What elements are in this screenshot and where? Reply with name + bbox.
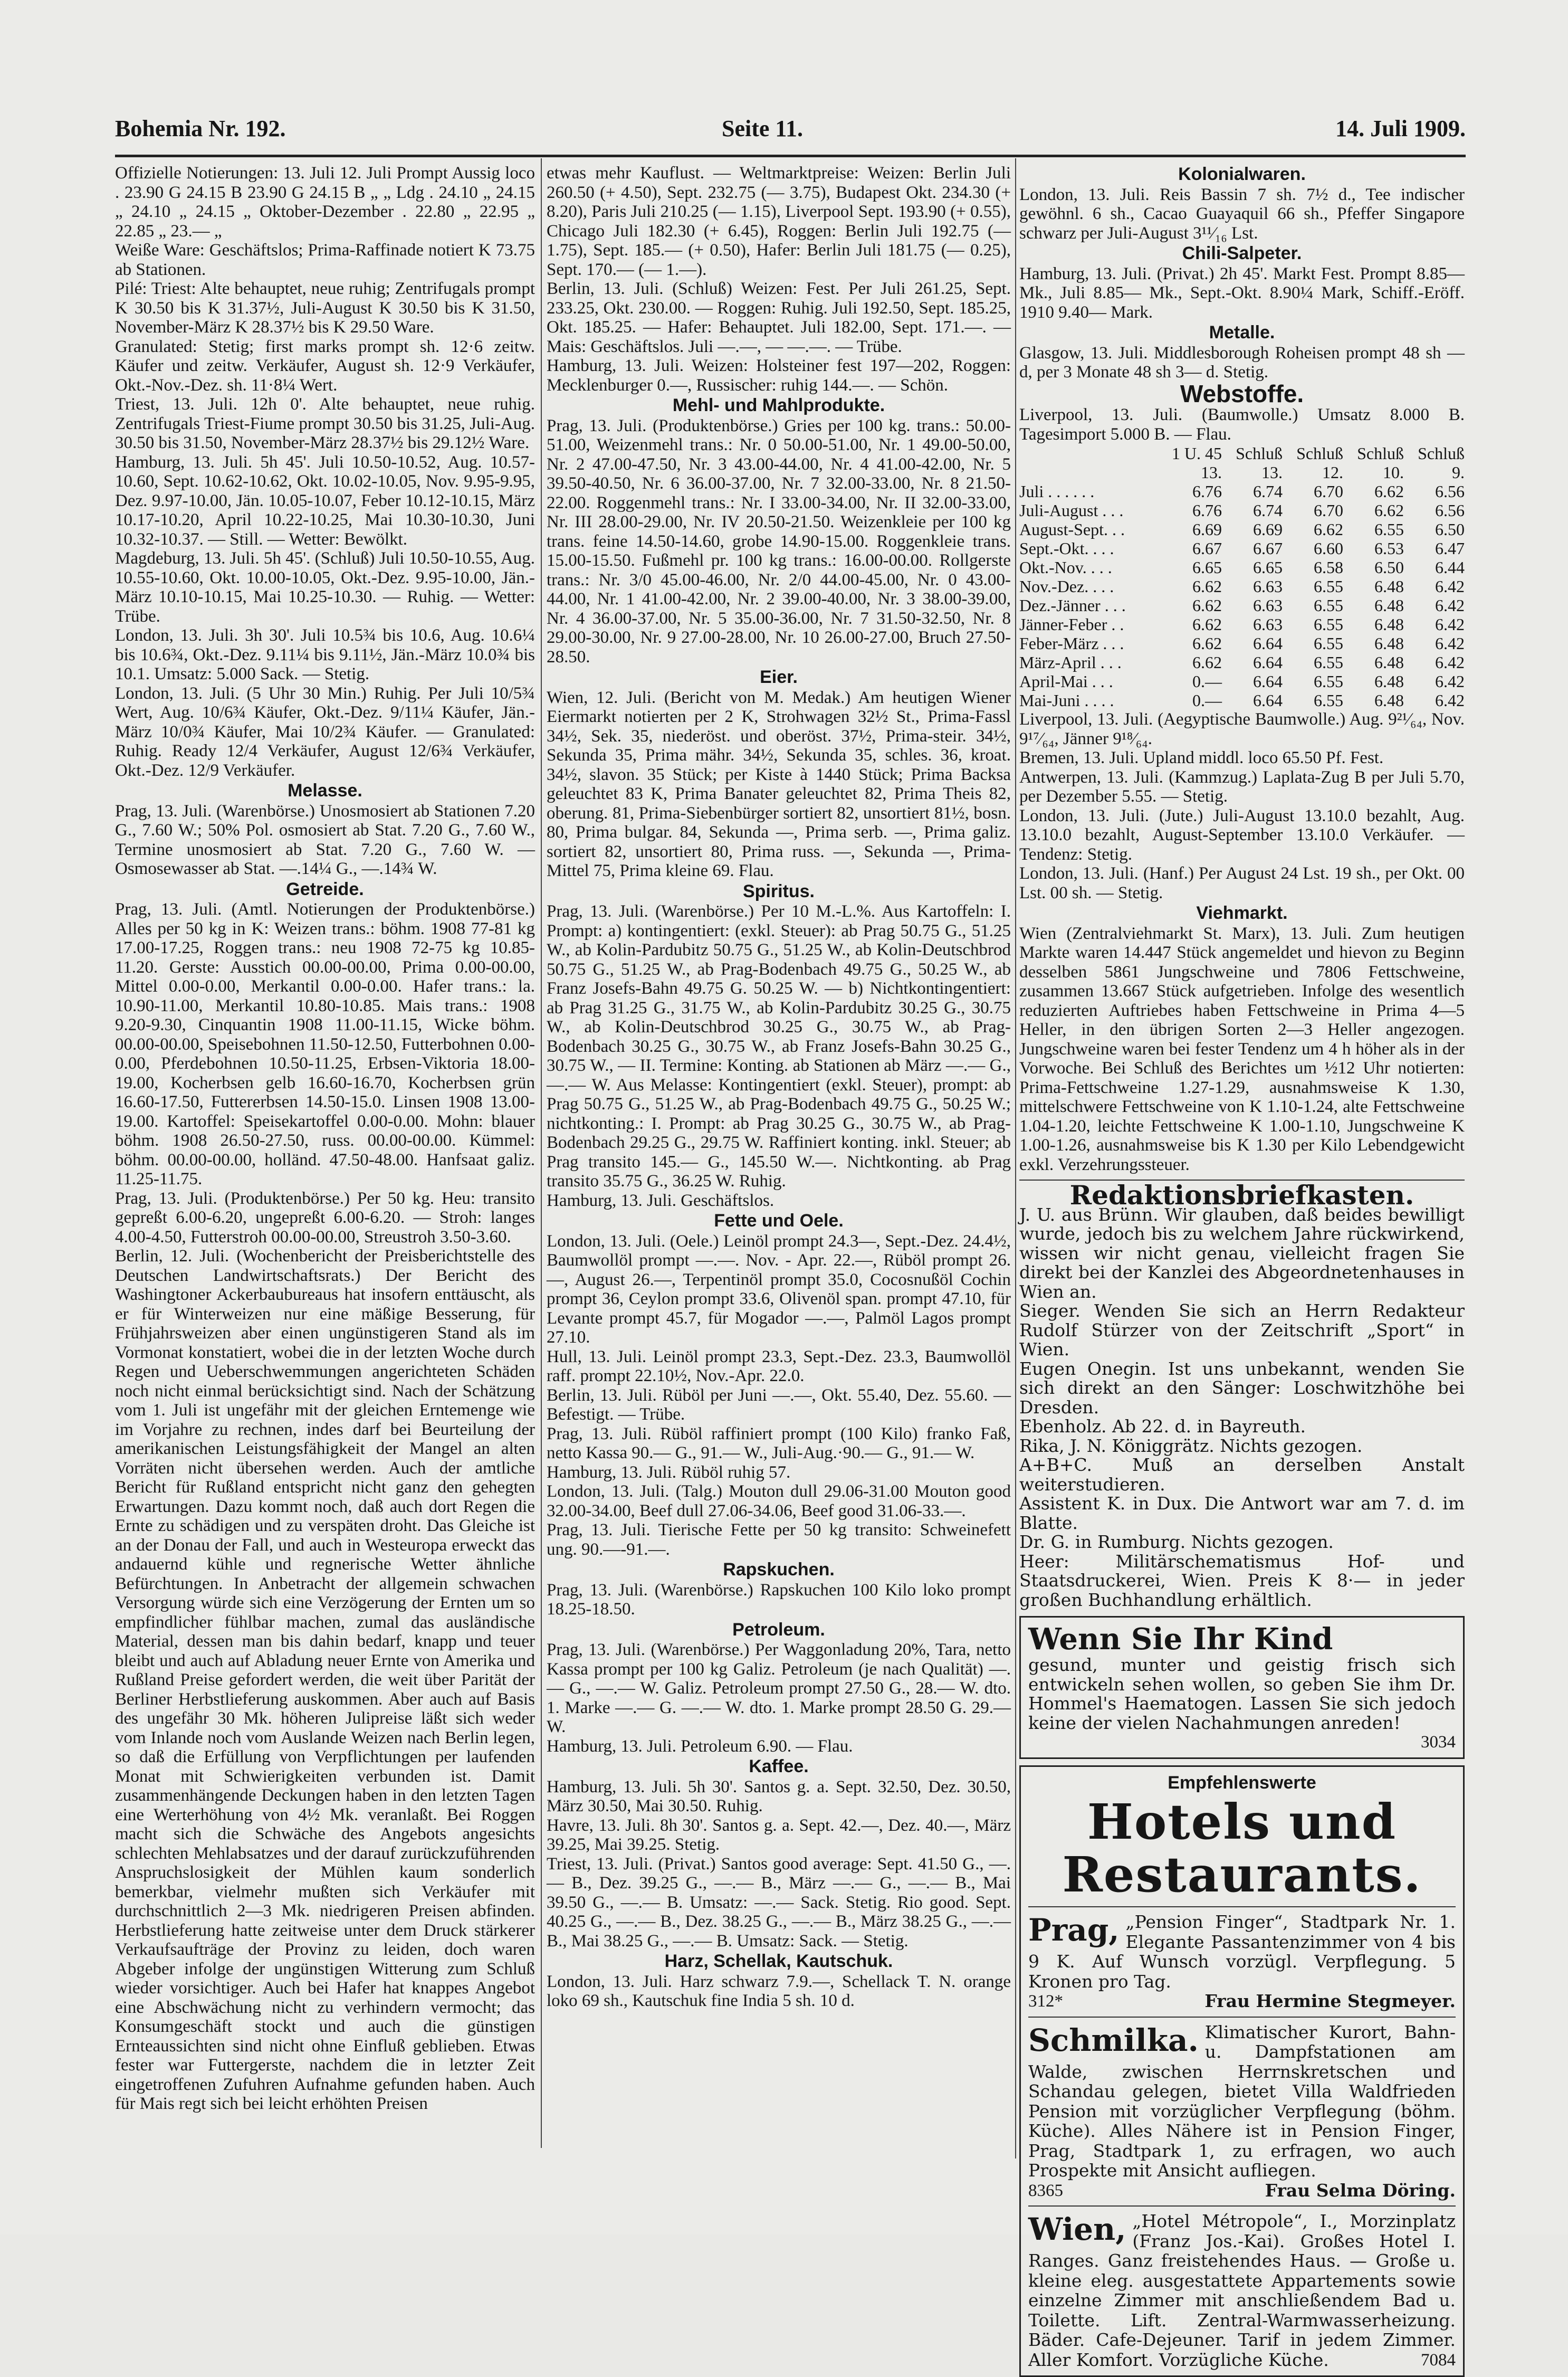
listing-owner: Frau Hermine Stegmeyer. xyxy=(1204,1992,1456,2011)
article-paragraph: Magdeburg, 13. Juli. 5h 45'. (Schluß) Juli 10.50-10.55, Aug. 10.55-10.60, Okt. 10.00-10.05, Okt.-Dez. 9.95-10.00, Jän.-März 10.10-10.15, Mai 10.25-10.30. — Ruhig. — Wetter: Trübe. xyxy=(115,549,535,626)
table-cell: 6.42 xyxy=(1404,672,1465,691)
table-cell: 6.70 xyxy=(1283,482,1343,501)
section-heading: Metalle. xyxy=(1019,323,1465,343)
table-row xyxy=(1019,672,1465,691)
article-paragraph: Prag, 13. Juli. Tierische Fette per 50 kg transito: Schweinefett ung. 90.—-91.—. xyxy=(547,1520,1011,1559)
table-cell: 6.44 xyxy=(1404,558,1465,577)
table-cell: 6.55 xyxy=(1283,596,1343,615)
table-cell: 6.65 xyxy=(1222,558,1283,577)
table-row xyxy=(1019,482,1465,501)
table-cell: 6.64 xyxy=(1222,672,1283,691)
article-paragraph: Berlin, 13. Juli. (Schluß) Weizen: Fest. Per Juli 261.25, Sept. 233.25, Okt. 230.00. — Roggen: Ruhig. Juli 192.50, Sept. 185.25, Okt. 185.25. — Hafer: Behauptet. Juli 182.00, Sept. 171.—. — Mais: Geschäftslos. Juli —.—, — —.—. — Trübe. xyxy=(547,279,1011,356)
table-cell: 6.55 xyxy=(1283,691,1343,710)
table-cell: 6.64 xyxy=(1222,653,1283,672)
letter-reply: Heer: Militärschematismus Hof- und Staatsdruckerei, Wien. Preis K 8·— in jeder großen Buchhandlung erhältlich. xyxy=(1019,1552,1465,1610)
article-paragraph: Bremen, 13. Juli. Upland middl. loco 65.50 Pf. Fest. xyxy=(1019,748,1465,768)
article-paragraph: Havre, 13. Juli. 8h 30'. Santos g. a. Sept. 42.—, Dez. 40.—, März 39.25, Mai 39.25. Stetig. xyxy=(547,1816,1011,1855)
table-cell: 6.53 xyxy=(1343,539,1404,558)
table-cell: 6.69 xyxy=(1157,520,1222,539)
article-paragraph: etwas mehr Kauflust. — Weltmarktpreise: Weizen: Berlin Juli 260.50 (+ 4.50), Sept. 232.75 (— 3.75), Budapest Okt. 234.30 (+ 8.20), Paris Juli 210.25 (— 1.15), Liverpool Sept. 193.90 (+ 0.55), Chicago Juli 182.30 (+ 6.45), Roggen: Berlin Juli 192.75 (— 1.75), Sept. 185.— (+ 0.50), Hafer: Berlin Juli 181.75 (— 0.25), Sept. 170.— (— 1.—). xyxy=(547,164,1011,279)
table-cell: Nov.-Dez. . . . xyxy=(1019,577,1157,596)
table-cell: 6.55 xyxy=(1283,615,1343,634)
town-name: Wien, xyxy=(1028,2212,1126,2247)
ad-number: 312* xyxy=(1028,1992,1063,2011)
section-heading: Kolonialwaren. xyxy=(1019,165,1465,184)
table-cell: Jänner-Feber . . xyxy=(1019,615,1157,634)
article-paragraph: Hamburg, 13. Juli. 5h 30'. Santos g. a. Sept. 32.50, Dez. 30.50, März 30.50, Mai 30.50. Ruhig. xyxy=(547,1777,1011,1816)
article-paragraph: Prag, 13. Juli. (Warenbörse.) Per Waggonladung 20%, Tara, netto Kassa prompt per 100 kg Galiz. Petroleum (je nach Qualität) —.— G., —.— W. Galiz. Petroleum prompt 27.50 G., 28.— W. dto. 1. Marke —.— G. —.— W. dto. 1. Marke prompt 28.50 G. 29.— W. xyxy=(547,1640,1011,1737)
section-heading: Spiritus. xyxy=(547,882,1011,901)
article-paragraph: Granulated: Stetig; first marks prompt sh. 12·6 zeitw. Käufer und zeitw. Verkäufer, August sh. 12·9 Verkäufer, Okt.-Nov.-Dez. sh. 11·8¼ Wert. xyxy=(115,337,535,395)
table-cell: 13. xyxy=(1157,463,1222,482)
table-cell: Schluß xyxy=(1283,444,1343,463)
table-cell: 6.69 xyxy=(1222,520,1283,539)
table-cell: 6.62 xyxy=(1157,577,1222,596)
table-cell: August-Sept. . . xyxy=(1019,520,1157,539)
table-body xyxy=(1019,482,1465,710)
letter-reply: Rika, J. N. Königgrätz. Nichts gezogen. xyxy=(1019,1437,1465,1456)
section-heading: Kaffee. xyxy=(547,1757,1011,1776)
page-header xyxy=(115,115,1466,152)
article-paragraph: London, 13. Juli. Harz schwarz 7.9.—, Schellack T. N. orange loko 69 sh., Kautschuk fine India 5 sh. 10 d. xyxy=(547,1972,1011,2011)
section-heading: Viehmarkt. xyxy=(1019,904,1465,923)
table-cell: 6.62 xyxy=(1157,653,1222,672)
table-cell: Dez.-Jänner . . . xyxy=(1019,596,1157,615)
article-paragraph: Prag, 13. Juli. (Produktenbörse.) Per 50 kg. Heu: transito gepreßt 6.00-6.20, ungepreßt 6.00-6.20. — Stroh: langes 4.00-4.50, Futterstroh 00.00-00.00, Streustroh 3.50-3.60. xyxy=(115,1189,535,1247)
table-cell: Schluß xyxy=(1343,444,1404,463)
table-cell: 6.62 xyxy=(1283,520,1343,539)
letter-reply: Sieger. Wenden Sie sich an Herrn Redakteur Rudolf Stürzer von der Zeitschrift „Sport“ in Wien. xyxy=(1019,1301,1465,1359)
article-paragraph: London, 13. Juli. (Oele.) Leinöl prompt 24.3—, Sept.-Dez. 24.4½, Baumwollöl prompt —.—. Nov. - Apr. 22.—, Rüböl prompt 26.—, August 26.—, Terpentinöl prompt 35.0, Cocosnußöl Cochin prompt 36, Ceylon prompt 33.6, Olivenöl span. prompt 47.10, für Levante prompt 45.7, für Mogador —.—, Palmöl Lagos prompt 27.10. xyxy=(547,1232,1011,1347)
table-cell: Sept.-Okt. . . . xyxy=(1019,539,1157,558)
table-cell: 6.63 xyxy=(1222,615,1283,634)
cotton-price-table xyxy=(1019,444,1465,710)
table-row xyxy=(1019,596,1465,615)
table-row xyxy=(1019,520,1465,539)
ad-banner: Hotels und Restaurants. xyxy=(1028,1795,1456,1901)
article-paragraph: Hamburg, 13. Juli. Weizen: Holsteiner fest 197—202, Roggen: Mecklenburger 0.—, Russischer: ruhig 144.—. — Schön. xyxy=(547,356,1011,395)
article-paragraph: Hamburg, 13. Juli. (Privat.) 2h 45'. Markt Fest. Prompt 8.85— Mk., Juli 8.85— Mk., Sept.-Okt. 8.90¼ Mark, Schiff.-Eröff. 1910 9.40— Mark. xyxy=(1019,264,1465,322)
table-cell: 6.62 xyxy=(1157,634,1222,653)
table-cell: 6.50 xyxy=(1404,520,1465,539)
letter-reply: J. U. aus Brünn. Wir glauben, daß beides bewilligt wurde, jedoch bis zu welchem Jahre rückwirkend, wissen wir nicht genau, vielleicht fragen Sie direkt bei der Kanzlei des Abgeordnetenhauses in Wien an. xyxy=(1019,1205,1465,1302)
letter-reply: Eugen Onegin. Ist uns unbekannt, wenden Sie sich direkt an den Sänger: Loschwitzhöhe bei Dresden. xyxy=(1019,1359,1465,1418)
table-cell: 6.62 xyxy=(1157,615,1222,634)
section-heading: Petroleum. xyxy=(547,1620,1011,1640)
table-cell: 6.63 xyxy=(1222,577,1283,596)
table-cell xyxy=(1019,463,1157,482)
table-row xyxy=(1019,691,1465,710)
table-cell: 6.42 xyxy=(1404,691,1465,710)
masthead-issue: Bohemia Nr. 192. xyxy=(115,115,286,142)
ad-number: 3034 xyxy=(1028,1733,1456,1752)
section-heading: Harz, Schellak, Kautschuk. xyxy=(547,1952,1011,1971)
section-heading: Getreide. xyxy=(115,880,535,899)
table-cell: 6.62 xyxy=(1157,596,1222,615)
table-cell: April-Mai . . . xyxy=(1019,672,1157,691)
article-paragraph: Hamburg, 13. Juli. Petroleum 6.90. — Flau. xyxy=(547,1737,1011,1756)
table-cell: 6.48 xyxy=(1343,577,1404,596)
table-cell: 6.65 xyxy=(1157,558,1222,577)
table-cell: Okt.-Nov. . . . xyxy=(1019,558,1157,577)
table-cell: Mai-Juni . . . . xyxy=(1019,691,1157,710)
article-paragraph: Hull, 13. Juli. Leinöl prompt 23.3, Sept.-Dez. 23.3, Baumwollöl raff. prompt 22.10½, Nov.-Apr. 22.0. xyxy=(547,1347,1011,1386)
article-paragraph: Triest, 13. Juli. 12h 0'. Alte behauptet, neue ruhig. Zentrifugals Triest-Fiume prompt 30.50 bis 31.25, Juli-Aug. 30.50 bis 31.50, November-März 28.37½ bis 29.12½ Ware. xyxy=(115,395,535,453)
ad-number: 8365 xyxy=(1028,2181,1063,2200)
article-paragraph: Wien (Zentralviehmarkt St. Marx), 13. Juli. Zum heutigen Markte waren 14.447 Stück angemeldet und hievon zu Beginn desselben 5861 Jungschweine und 7806 Fettschweine, zusammen 13.667 Stück aufgetrieben. Infolge des wesentlich reduzierten Auftriebes haben Fettschweine in Prima 4—5 Heller, in den übrigen Sorten 2—3 Heller angezogen. Jungschweine waren bei fester Tendenz um 4 h höher als in der Vorwoche. Bei Schluß des Berichtes um ½12 Uhr notierten: Prima-Fettschweine 1.27-1.29, ausnahmsweise K 1.30, mittelschwere Fettschweine von K 1.10-1.24, alte Fettschweine 1.04-1.20, leichte Fettschweine K 1.00-1.10, Jungschweine K 1.00-1.26, ausnahmsweise bis K 1.30 per Kilo Lebendgewicht exkl. Verzehrungssteuer. xyxy=(1019,924,1465,1175)
table-cell: 6.42 xyxy=(1404,577,1465,596)
listing-text: Klimatischer Kurort, Bahn- u. Dampfstationen am Walde, zwischen Herrnskretschen und Schandau gelegen, bietet Villa Waldfrieden Pension mit vorzüglicher Verpflegung (böhm. Küche). Alles Nähere ist in Pension Finger, Prag, Stadtpark 1, zu erfragen, wo auch Prospekte mit Ansicht aufliegen. xyxy=(1028,2022,1456,2181)
article-paragraph: Hamburg, 13. Juli. 5h 45'. Juli 10.50-10.52, Aug. 10.57-10.60, Sept. 10.62-10.62, Okt. 10.02-10.05, Nov. 9.95-9.95, Dez. 9.97-10.00, Jän. 10.05-10.07, Feber 10.12-10.15, März 10.17-10.20, April 10.22-10.25, Mai 10.30-10.30, Juni 10.32-10.37. — Still. — Wetter: Bewölkt. xyxy=(115,453,535,549)
ad-headline: Wenn Sie Ihr Kind xyxy=(1028,1623,1456,1656)
table-cell: 6.55 xyxy=(1283,577,1343,596)
table-cell: 6.50 xyxy=(1343,558,1404,577)
article-paragraph: Liverpool, 13. Juli. (Aegyptische Baumwolle.) Aug. 9²¹⁄₆₄, Nov. 9¹⁷⁄₆₄, Jänner 9¹⁸⁄₆₄. xyxy=(1019,710,1465,748)
article-paragraph: Liverpool, 13. Juli. (Baumwolle.) Umsatz 8.000 B. Tagesimport 5.000 B. — Flau. xyxy=(1019,405,1465,444)
table-cell: 6.48 xyxy=(1343,615,1404,634)
table-cell: 6.55 xyxy=(1343,520,1404,539)
table-cell: März-April . . . xyxy=(1019,653,1157,672)
table-row xyxy=(1019,653,1465,672)
table-cell: 13. xyxy=(1222,463,1283,482)
town-name: Prag, xyxy=(1028,1913,1120,1947)
table-cell: 0.— xyxy=(1157,672,1222,691)
table-cell: 6.62 xyxy=(1343,501,1404,520)
article-paragraph: Prag, 13. Juli. (Warenbörse.) Unosmosiert ab Stationen 7.20 G., 7.60 W.; 50% Pol. osmosiert ab Stat. 7.20 G., 7.60 W., Termine unosmosiert ab Stat. 7.20 G., 7.60 W. — Osmosewasser ab Stat. —.14¼ G., —.14¾ W. xyxy=(115,802,535,879)
table-row xyxy=(1019,615,1465,634)
table-cell: 6.76 xyxy=(1157,501,1222,520)
letter-reply: Ebenholz. Ab 22. d. in Bayreuth. xyxy=(1019,1417,1465,1437)
table-row xyxy=(1019,577,1465,596)
table-cell: 6.74 xyxy=(1222,501,1283,520)
table-cell: 6.70 xyxy=(1283,501,1343,520)
table-cell: 6.76 xyxy=(1157,482,1222,501)
table-cell xyxy=(1019,444,1157,463)
table-cell: 12. xyxy=(1283,463,1343,482)
section-heading: Melasse. xyxy=(115,781,535,801)
table-cell: 6.42 xyxy=(1404,634,1465,653)
article-paragraph: Offizielle Notierungen: 13. Juli 12. Juli Prompt Aussig loco . 23.90 G 24.15 B 23.90 G 24.15 B „ „ Ldg . 24.10 „ 24.15 „ 24.10 „ 24.15 „ Oktober-Dezember . 22.80 „ 22.95 „ 22.85 „ 23.— „ xyxy=(115,164,535,241)
ad-number: 7084 xyxy=(1421,2351,1456,2370)
article-paragraph: Prag, 13. Juli. (Warenbörse.) Per 10 M.-L.%. Aus Kartoffeln: I. Prompt: a) kontingentiert: (exkl. Steuer): ab Prag 50.75 G., 51.25 W., ab Kolin-Pardubitz 50.75 G., 51.25 W., ab Kolin-Deutschbrod 50.75 G., 51.25 W., ab Prag-Bodenbach 49.75 G., 50.25 W., ab Franz Josefs-Bahn 49.75 G. 50.25 W. — b) Nichtkontingentiert: ab Prag 31.25 G., 31.75 W., ab Kolin-Pardubitz 30.25 G., 30.75 W., ab Kolin-Deutschbrod 30.25 G., 30.75 W., ab Prag-Bodenbach 30.25 G., 30.75 W., ab Franz Josefs-Bahn 30.25 G., 30.75 W., — II. Termine: Konting. ab Stationen ab März —.— G., —.— W. Aus Melasse: Kontingentiert (exkl. Steuer), prompt: ab Prag 50.75 G., 51.25 W., ab Prag-Bodenbach 49.75 G., 50.25 W.; nichtkonting.: I. Prompt: ab Prag 30.25 G., 30.75 W., ab Prag-Bodenbach 29.25 G., 29.75 W. Raffiniert konting. inkl. Steuer; ab Prag transito 145.— G., 145.50 W.—. Nichtkonting. ab Prag transito 35.75 G., 36.25 W. Ruhig. xyxy=(547,902,1011,1191)
page-number: Seite 11. xyxy=(722,115,803,142)
table-row xyxy=(1019,558,1465,577)
ad-kicker: Empfehlenswerte xyxy=(1028,1773,1456,1793)
table-cell: 6.48 xyxy=(1343,596,1404,615)
header-rule xyxy=(115,155,1466,157)
table-header-row xyxy=(1019,444,1465,463)
table-cell: 6.67 xyxy=(1222,539,1283,558)
divider xyxy=(1028,1906,1456,1907)
article-paragraph: Prag, 13. Juli. Rüböl raffiniert prompt (100 Kilo) franko Faß, netto Kassa 90.— G., 91.— W., Juli-Aug.·90.— G., 91.— W. xyxy=(547,1424,1011,1463)
table-cell: 9. xyxy=(1404,463,1465,482)
table-cell: Schluß xyxy=(1404,444,1465,463)
table-row xyxy=(1019,501,1465,520)
section-heading: Rapskuchen. xyxy=(547,1560,1011,1580)
table-cell: 6.55 xyxy=(1283,672,1343,691)
table-cell: 6.48 xyxy=(1343,672,1404,691)
table-cell: 1 U. 45 xyxy=(1157,444,1222,463)
letter-reply: Assistent K. in Dux. Die Antwort war am 7. d. im Blatte. xyxy=(1019,1494,1465,1533)
table-cell: 6.62 xyxy=(1343,482,1404,501)
table-cell: 6.67 xyxy=(1157,539,1222,558)
column-2 xyxy=(547,164,1011,2164)
table-cell: 6.48 xyxy=(1343,653,1404,672)
article-paragraph: Prag, 13. Juli. (Warenbörse.) Rapskuchen 100 Kilo loko prompt 18.25-18.50. xyxy=(547,1581,1011,1619)
divider xyxy=(1028,2205,1456,2207)
letter-reply: Dr. G. in Rumburg. Nichts gezogen. xyxy=(1019,1533,1465,1552)
section-heading: Fette und Oele. xyxy=(547,1211,1011,1231)
article-paragraph: Prag, 13. Juli. (Produktenbörse.) Gries per 100 kg. trans.: 50.00-51.00, Weizenmehl trans.: Nr. 0 50.00-51.00, Nr. 1 49.00-50.00, Nr. 2 47.00-47.50, Nr. 3 43.00-44.00, Nr. 4 41.00-42.00, Nr. 5 39.50-40.50, Nr. 6 36.00-37.00, Nr. 7 32.00-33.00, Nr. 8 21.50-22.00. Roggenmehl trans.: Nr. I 33.00-34.00, Nr. II 32.00-33.00, Nr. III 28.00-29.00, Nr. IV 20.50-21.50. Weizenkleie per 100 kg trans. feine 14.50-14.60, grobe 14.90-15.00. Roggenkleie trans. 15.00-15.50. Fußmehl pr. 100 kg trans.: 16.00-00.00. Rollgerste trans.: Nr. 3/0 45.00-46.00, Nr. 2/0 44.00-45.00, Nr. 0 43.00-44.00, Nr. 1 41.00-42.00, Nr. 2 39.00-40.00, Nr. 3 38.00-39.00, Nr. 4 36.00-37.00, Nr. 5 35.00-36.00, Nr. 7 31.50-32.50, Nr. 8 29.00-30.00, Nr. 9 27.00-28.00, Nr. 10 26.00-27.00, Bruch 27.50-28.50. xyxy=(547,416,1011,667)
ad-body: gesund, munter und geistig frisch sich entwickeln sehen wollen, so geben Sie ihm Dr. Hommel's Haematogen. Lassen Sie sich jedoch keine der vielen Nachahmungen anreden! xyxy=(1028,1656,1456,1733)
table-cell: 6.64 xyxy=(1222,634,1283,653)
table-cell: 6.42 xyxy=(1404,596,1465,615)
article-paragraph: Wien, 12. Juli. (Bericht von M. Medak.) Am heutigen Wiener Eiermarkt notierten per 2 K, Strohwagen 32½ St., Prima-Fassl 34½, Sek. 35, niederöst. und oberöst. 37½, Prima-steir. 34½, Sekunda 35, Prima mähr. 34½, Sekunda 35, schles. 36, kroat. 34½, slavon. 35 Stück; per Kiste à 1440 Stück; Prima Backsa geleuchtet 83 K, Prima Banater geleuchtet 82, Prima Theis 82, oberung. 81, Prima-Siebenbürger sortiert 82, unsortiert 81½, bosn. 80, Prima bulgar. 84, Sekunda —, Prima serb. —, Prima galiz. sortiert 82, unsortiert 80, Prima russ. —, Sekunda —, Prima-Mittel 75, Prima kleine 69. Flau. xyxy=(547,688,1011,881)
column-1 xyxy=(115,164,535,2148)
table-cell: 6.56 xyxy=(1404,482,1465,501)
article-paragraph: London, 13. Juli. (Hanf.) Per August 24 Lst. 19 sh., per Okt. 00 Lst. 00 sh. — Stetig. xyxy=(1019,864,1465,902)
table-cell: 6.47 xyxy=(1404,539,1465,558)
article-paragraph: London, 13. Juli. (Talg.) Mouton dull 29.06-31.00 Mouton good 32.00-34.00, Beef dull 27.06-34.06, Beef good 31.06-33.—. xyxy=(547,1482,1011,1520)
table-cell: 10. xyxy=(1343,463,1404,482)
table-cell: 0.— xyxy=(1157,691,1222,710)
table-cell: Schluß xyxy=(1222,444,1283,463)
article-paragraph: Hamburg, 13. Juli. Rüböl ruhig 57. xyxy=(547,1463,1011,1482)
article-paragraph: London, 13. Juli. (Jute.) Juli-August 13.10.0 bezahlt, Aug. 13.10.0 bezahlt, August-September 13.10.0 Verkäufer. — Tendenz: Stetig. xyxy=(1019,806,1465,864)
listing-text: „Hotel Métropole“, I., Morzinplatz (Franz Jos.-Kai). Großes Hotel I. Ranges. Ganz freistehendes Haus. — Große u. kleine eleg. ausgestattete Appartements sowie einzelne Zimmer mit anschließendem Bad u. Toilette. Lift. Zentral-Warmwasserheizung. Bäder. Cafe-Dejeuner. Tarif in jedem Zimmer. Aller Komfort. Vorzügliche Küche. xyxy=(1028,2211,1456,2370)
table-cell: 6.60 xyxy=(1283,539,1343,558)
table-row xyxy=(1019,539,1465,558)
section-heading: Mehl- und Mahlprodukte. xyxy=(547,396,1011,415)
table-cell: Juli . . . . . . xyxy=(1019,482,1157,501)
column-divider xyxy=(1015,158,1016,2159)
table-cell: 6.48 xyxy=(1343,691,1404,710)
table-cell: 6.42 xyxy=(1404,615,1465,634)
article-paragraph: Hamburg, 13. Juli. Geschäftslos. xyxy=(547,1191,1011,1211)
table-cell: 6.56 xyxy=(1404,501,1465,520)
table-cell: Juli-August . . . xyxy=(1019,501,1157,520)
article-paragraph: Weiße Ware: Geschäftslos; Prima-Raffinade notiert K 73.75 ab Stationen. xyxy=(115,241,535,279)
table-cell: 6.55 xyxy=(1283,653,1343,672)
divider xyxy=(1028,2017,1456,2018)
table-cell: 6.55 xyxy=(1283,634,1343,653)
table-cell: 6.64 xyxy=(1222,691,1283,710)
hotel-listing-wien xyxy=(1028,2212,1456,2370)
article-paragraph: London, 13. Juli. (5 Uhr 30 Min.) Ruhig. Per Juli 10/5¾ Wert, Aug. 10/6¾ Käufer, Okt.-Dez. 9/11¼ Käufer, Jän.-März 10/0¾ Käufer, Mai 10/2¾ Käufer. — Granulated: Ruhig. Ready 12/4 Verkäufer, August 12/6¾ Verkäufer, Okt.-Dez. 12/9 Verkäufer. xyxy=(115,684,535,781)
hotel-listing-schmilka xyxy=(1028,2023,1456,2201)
listing-owner: Frau Selma Döring. xyxy=(1265,2181,1456,2201)
column-3 xyxy=(1019,164,1465,2164)
table-row xyxy=(1019,634,1465,653)
column-divider xyxy=(541,158,542,2148)
listing-text: „Pension Finger“, Stadtpark Nr. 1. Elegante Passantenzimmer von 4 bis 9 K. Auf Wunsch vorzügl. Verpflegung. 5 Kronen pro Tag. xyxy=(1028,1912,1456,1992)
article-paragraph: Antwerpen, 13. Juli. (Kammzug.) Laplata-Zug B per Juli 5.70, per Dezember 5.55. — Stetig. xyxy=(1019,768,1465,806)
table-header-row xyxy=(1019,463,1465,482)
article-paragraph: Pilé: Triest: Alte behauptet, neue ruhig; Zentrifugals prompt K 30.50 bis K 31.37½, Juli-August K 30.50 bis K 31.50, November-März K 28.37½ bis K 29.50 Ware. xyxy=(115,279,535,337)
table-cell: 6.74 xyxy=(1222,482,1283,501)
table-cell: 6.42 xyxy=(1404,653,1465,672)
hotel-listing-prag xyxy=(1028,1913,1456,2011)
section-heading: Redaktionsbriefkasten. xyxy=(1019,1186,1465,1205)
issue-date: 14. Juli 1909. xyxy=(1335,115,1466,142)
section-heading: Webstoffe. xyxy=(1019,384,1465,404)
article-paragraph: Berlin, 13. Juli. Rüböl per Juni —.—, Okt. 55.40, Dez. 55.60. — Befestigt. — Trübe. xyxy=(547,1386,1011,1424)
article-paragraph: Berlin, 12. Juli. (Wochenbericht der Preisberichtstelle des Deutschen Landwirtschaftsrats.) Der Bericht des Washingtoner Ackerbaubureaus hat insofern enttäuscht, als er für Winterweizen nur eine mäßige Besserung, für Frühjahrsweizen aber einen ungünstigeren Stand als im Vormonat konstatiert, wobei die in der letzten Woche durch Regen und Ueberschwemmungen angerichteten Schäden noch nicht einmal berücksichtigt sind. Nach der Schätzung vom 1. Juli ist ungefähr mit der gleichen Erntemenge wie im Vorjahre zu rechnen, indes darf bei Beurteilung der amerikanischen Leistungsfähigkeit der Mangel an alten Vorräten nicht übersehen werden. Auch der amtliche Bericht für Rußland entspricht nicht ganz den gehegten Erwartungen. Dazu kommt noch, daß auch dort Regen die Ernte zu schädigen und zu verspäten droht. Das Gleiche ist an der Donau der Fall, und auch in Westeuropa erweckt das andauernd kühle und regnerische Wetter ähnliche Befürchtungen. In Anbetracht der allgemein schwachen Versorgung würde sich eine Verzögerung der Ernten um so empfindlicher fühlbar machen, zumal das ausländische Material, dessen man bis dahin bedarf, knapp und teuer bleibt und auch auf Abladung neuer Ernte von Amerika und Rußland Preise gefordert werden, die weit über Parität der Berliner Herbstlieferung auskommen. Aber auch auf Basis des ungefähr 30 Mk. höheren Julipreise läßt sich weder vom Inlande noch vom Auslande Weizen nach Berlin legen, so daß die Erfüllung von Verpflichtungen per laufenden Monat mit Schwierigkeiten verbunden ist. Damit zusammenhängende Deckungen haben in den letzten Tagen eine Werterhöhung von 4½ Mk. veranlaßt. Bei Roggen macht sich die Schwäche des Angebots angesichts schlechten Mehlabsatzes und der darauf zurückzuführenden Anspruchslosigkeit der Mühlen kaum sonderlich bemerkbar, vielmehr mußten sich Verkäufer mit durchschnittlich 2—3 Mk. niedrigeren Preisen abfinden. Herbstlieferung hatte zeitweise unter dem Druck stärkerer Verkaufsaufträge der Provinz zu leiden, doch waren Abgeber infolge der ungünstigen Witterung zum Schluß wieder vorsichtiger. Auch bei Hafer hat knappes Angebot eine Abschwächung nicht zu verhindern vermocht; das Konsumgeschäft stockt und auch die günstigen Ernteaussichten sind nicht ohne Einfluß geblieben. Etwas fester war Futtergerste, nachdem die in letzter Zeit eingetroffenen Zufuhren Aufnahme gefunden haben. Auch für Mais regt sich bei leicht erhöhten Preisen xyxy=(115,1247,535,2114)
town-name: Schmilka. xyxy=(1028,2023,1199,2058)
article-paragraph: London, 13. Juli. Reis Bassin 7 sh. 7½ d., Tee indischer gewöhnl. 6 sh., Cacao Guayaquil 66 sh., Pfeffer Singapore schwarz per Juli-August 3¹¹⁄₁₆ Lst. xyxy=(1019,185,1465,243)
advertisement-haematogen xyxy=(1019,1616,1465,1759)
advertisement-hotels xyxy=(1019,1765,1465,2377)
section-heading: Chili-Salpeter. xyxy=(1019,244,1465,263)
letter-reply: A+B+C. Muß an derselben Anstalt weiterstudieren. xyxy=(1019,1456,1465,1494)
table-cell: Feber-März . . . xyxy=(1019,634,1157,653)
table-cell: 6.63 xyxy=(1222,596,1283,615)
article-paragraph: Glasgow, 13. Juli. Middlesborough Roheisen prompt 48 sh — d, per 3 Monate 48 sh 3— d. Stetig. xyxy=(1019,344,1465,382)
article-paragraph: Triest, 13. Juli. (Privat.) Santos good average: Sept. 41.50 G., —.— B., Dez. 39.25 G., —.— B., März —.— G., —.— B., Mai 39.50 G., —.— B. Umsatz: —.— Sack. Stetig. Rio good. Sept. 40.25 G., —.— B., Dez. 38.25 G., —.— B., März 38.25 G., —.— B., Mai 38.25 G., —.— B. Umsatz: Sack. — Stetig. xyxy=(547,1855,1011,1951)
table-cell: 6.58 xyxy=(1283,558,1343,577)
article-paragraph: London, 13. Juli. 3h 30'. Juli 10.5¾ bis 10.6, Aug. 10.6¼ bis 10.6¾, Okt.-Dez. 9.11¼ bis 9.11½, Jän.-März 10.0¾ bis 10.1. Umsatz: 5.000 Sack. — Stetig. xyxy=(115,626,535,684)
table-cell: 6.48 xyxy=(1343,634,1404,653)
section-heading: Eier. xyxy=(547,668,1011,687)
article-paragraph: Prag, 13. Juli. (Amtl. Notierungen der Produktenbörse.) Alles per 50 kg in K: Weizen trans.: böhm. 1908 77-81 kg 17.00-17.25, Roggen trans.: neu 1908 72-75 kg 10.85-11.20. Gerste: Ausstich 00.00-00.00, Prima 0.00-00.00, Mittel 0.00-0.00, Merkantil 0.00-0.00. Hafer trans.: la. 10.90-11.00, Merkantil 10.80-10.85. Mais trans.: 1908 9.20-9.30, Cinquantin 1908 11.00-11.15, Wicke böhm. 00.00-00.00, Speisebohnen 11.50-12.50, Futterbohnen 0.00-0.00, Pferdebohnen 10.50-11.25, Erbsen-Viktoria 18.00-19.00, Kocherbsen gelb 16.60-16.70, Kocherbsen grün 16.60-17.50, Futtererbsen 14.50-15.0. Linsen 1908 13.00-19.00. Kartoffel: Speisekartoffel 0.00-0.00. Mohn: blauer böhm. 1908 26.50-27.50, russ. 00.00-00.00. Kümmel: böhm. 00.00-00.00, holländ. 47.50-48.00. Hanfsaat galiz. 11.25-11.75. xyxy=(115,900,535,1189)
